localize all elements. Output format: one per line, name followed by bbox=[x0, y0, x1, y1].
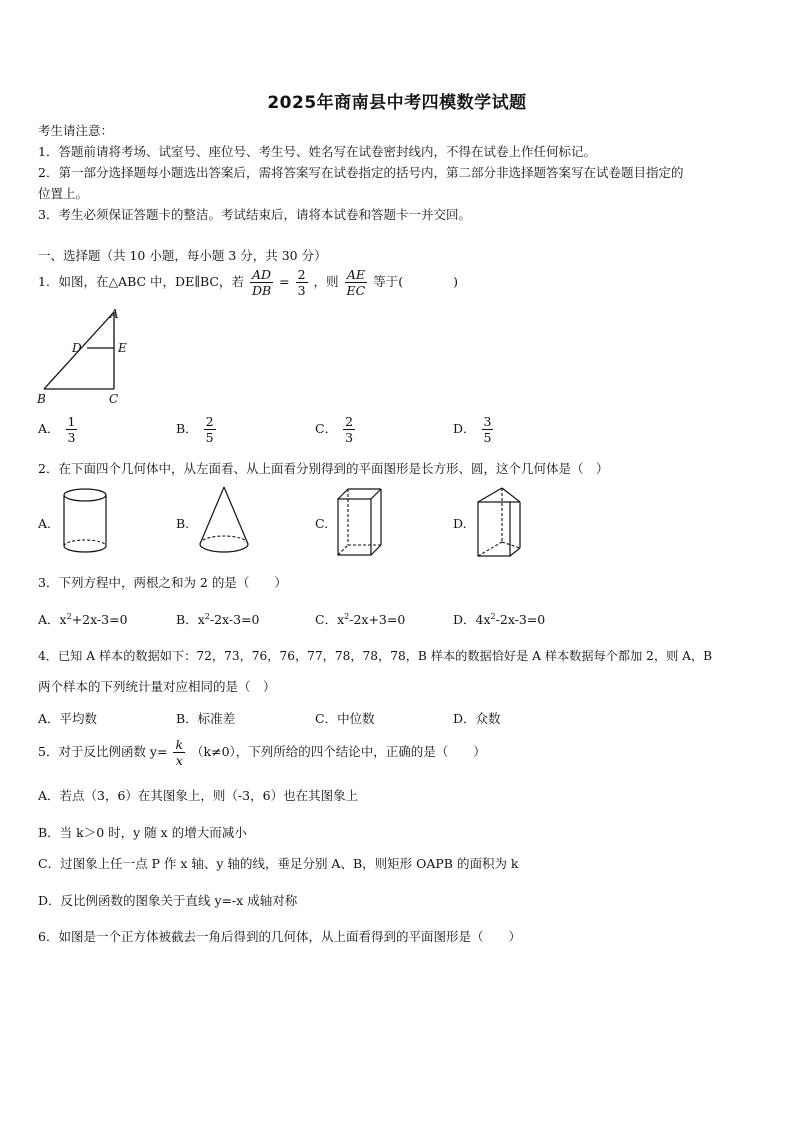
q5-text-a: 5．对于反比例函数 y= bbox=[38, 744, 168, 759]
question-2-stem: 2．在下面四个几何体中，从左面看、从上面看分别得到的平面图形是长方形、圆，这个几何体是（ ） bbox=[38, 461, 609, 476]
frac-den: 3 bbox=[67, 430, 76, 445]
frac-num: k bbox=[175, 737, 184, 752]
option-letter: B． bbox=[176, 612, 198, 627]
frac-den: 3 bbox=[345, 430, 354, 445]
fraction-2-3 bbox=[296, 267, 308, 298]
triangle-figure bbox=[34, 306, 134, 406]
label-c: C bbox=[109, 392, 119, 406]
frac-den: 3 bbox=[297, 283, 306, 298]
option-fraction bbox=[482, 414, 494, 445]
equals-sign: = bbox=[279, 274, 290, 289]
q1-option-a[interactable] bbox=[38, 410, 79, 448]
q1-text-b: ，则 bbox=[313, 274, 339, 289]
option-letter: A． bbox=[38, 612, 60, 627]
option-letter: D． bbox=[453, 421, 476, 436]
section-heading: 一、选择题（共 10 小题，每小题 3 分，共 30 分） bbox=[38, 248, 327, 263]
notice-item-2: 2．第一部分选择题每小题选出答案后，需将答案写在试卷指定的括号内，第二部分非选择题答案写在试卷题目指定的 bbox=[38, 165, 684, 180]
q1-text-a: 1．如图，在△ABC 中，DE∥BC，若 bbox=[38, 274, 244, 289]
option-letter: C． bbox=[315, 421, 338, 436]
option-letter: C． bbox=[315, 612, 338, 627]
q3-option-a[interactable] bbox=[38, 610, 128, 628]
frac-num: 2 bbox=[345, 414, 354, 429]
equation-part: 4x bbox=[475, 612, 491, 627]
q5-option-b[interactable]: B．当 k＞0 时，y 随 x 的增大而减小 bbox=[38, 825, 247, 840]
frac-den: 5 bbox=[205, 430, 214, 445]
q1-option-c[interactable] bbox=[315, 410, 357, 448]
q3-option-b[interactable] bbox=[176, 610, 259, 628]
equation-part: +2x-3=0 bbox=[71, 612, 128, 627]
question-1-stem bbox=[38, 262, 458, 302]
q4-option-d[interactable]: D．众数 bbox=[453, 711, 501, 726]
equation-part: -2x-3=0 bbox=[209, 612, 260, 627]
q2-option-b[interactable]: B. bbox=[176, 516, 190, 531]
q5-option-d[interactable]: D．反比例函数的图象关于直线 y=-x 成轴对称 bbox=[38, 893, 298, 908]
label-a: A bbox=[110, 307, 119, 321]
frac-num: AE bbox=[345, 267, 368, 283]
frac-den: 5 bbox=[483, 430, 492, 445]
frac-num: 2 bbox=[205, 414, 214, 429]
q2-option-d[interactable]: D. bbox=[453, 516, 467, 531]
option-fraction bbox=[204, 414, 216, 445]
q3-option-c[interactable] bbox=[315, 610, 405, 628]
q2-option-a[interactable]: A. bbox=[38, 516, 52, 531]
frac-den: DB bbox=[251, 283, 272, 298]
option-letter: B． bbox=[176, 421, 198, 436]
question-3-stem: 3．下列方程中，两根之和为 2 的是（ ） bbox=[38, 575, 287, 590]
frac-num: 2 bbox=[297, 267, 306, 282]
fraction-ad-db bbox=[250, 267, 273, 298]
question-4-stem-line1: 4．已知 A 样本的数据如下：72，73，76，76，77，78，78，78，B 样本的数据恰好是 A 样本数据每个都加 2，则 A，B bbox=[38, 649, 713, 663]
equation-part: -2x-3=0 bbox=[495, 612, 546, 627]
frac-num: AD bbox=[250, 267, 273, 283]
triangular-prism-figure bbox=[474, 484, 530, 560]
exponent: 2 bbox=[204, 611, 210, 621]
q5-option-a[interactable]: A．若点（3，6）在其图象上，则（-3，6）也在其图象上 bbox=[38, 788, 359, 803]
option-letter: D． bbox=[453, 612, 476, 627]
equation-part: x bbox=[197, 612, 205, 627]
label-e: E bbox=[118, 341, 127, 355]
notice-item-3: 3．考生必须保证答题卡的整洁。考试结束后，请将本试卷和答题卡一并交回。 bbox=[38, 207, 471, 222]
q2-option-c[interactable]: C. bbox=[315, 516, 329, 531]
exponent: 2 bbox=[490, 611, 496, 621]
equation-part: x bbox=[59, 612, 67, 627]
q4-option-c[interactable]: C．中位数 bbox=[315, 711, 375, 726]
option-letter: A． bbox=[38, 421, 60, 436]
q5-option-c[interactable]: C．过图象上任一点 P 作 x 轴、y 轴的线，垂足分别 A、B，则矩形 OAPB 的面积为 k bbox=[38, 856, 519, 871]
label-d: D bbox=[72, 341, 82, 355]
exponent: 2 bbox=[66, 611, 72, 621]
q1-text-c: 等于( ) bbox=[373, 274, 458, 289]
notice-heading: 考生请注意： bbox=[38, 123, 114, 138]
frac-num: 1 bbox=[67, 414, 76, 429]
frac-num: 3 bbox=[483, 414, 492, 429]
equation-part: x bbox=[337, 612, 345, 627]
page-title: 2025年商南县中考四模数学试题 bbox=[267, 93, 527, 113]
question-5-stem bbox=[38, 732, 486, 772]
fraction-k-x bbox=[173, 737, 185, 768]
frac-den: x bbox=[175, 753, 183, 768]
cone-figure bbox=[196, 484, 254, 560]
notice-item-2-cont: 位置上。 bbox=[38, 186, 89, 201]
rectangular-prism-figure bbox=[334, 485, 386, 559]
q4-option-a[interactable]: A．平均数 bbox=[38, 711, 98, 726]
fraction-ae-ec bbox=[345, 267, 368, 298]
label-b: B bbox=[37, 392, 46, 406]
option-fraction bbox=[66, 414, 78, 445]
q5-text-b: （k≠0），下列所给的四个结论中，正确的是（ ） bbox=[191, 744, 486, 759]
notice-item-1: 1．答题前请将考场、试室号、座位号、考生号、姓名写在试卷密封线内，不得在试卷上作任何标记。 bbox=[38, 144, 596, 159]
q3-option-d[interactable] bbox=[453, 610, 545, 628]
question-6-stem: 6．如图是一个正方体被截去一角后得到的几何体，从上面看得到的平面图形是（ ） bbox=[38, 929, 521, 944]
equation-part: -2x+3=0 bbox=[349, 612, 406, 627]
exponent: 2 bbox=[344, 611, 350, 621]
cylinder-figure bbox=[60, 486, 112, 558]
q1-option-b[interactable] bbox=[176, 410, 218, 448]
q1-option-d[interactable] bbox=[453, 410, 495, 448]
question-4-stem-line2: 两个样本的下列统计量对应相同的是（ ） bbox=[38, 679, 276, 694]
q4-option-b[interactable]: B．标准差 bbox=[176, 711, 236, 726]
frac-den: EC bbox=[346, 283, 366, 298]
option-fraction bbox=[343, 414, 355, 445]
